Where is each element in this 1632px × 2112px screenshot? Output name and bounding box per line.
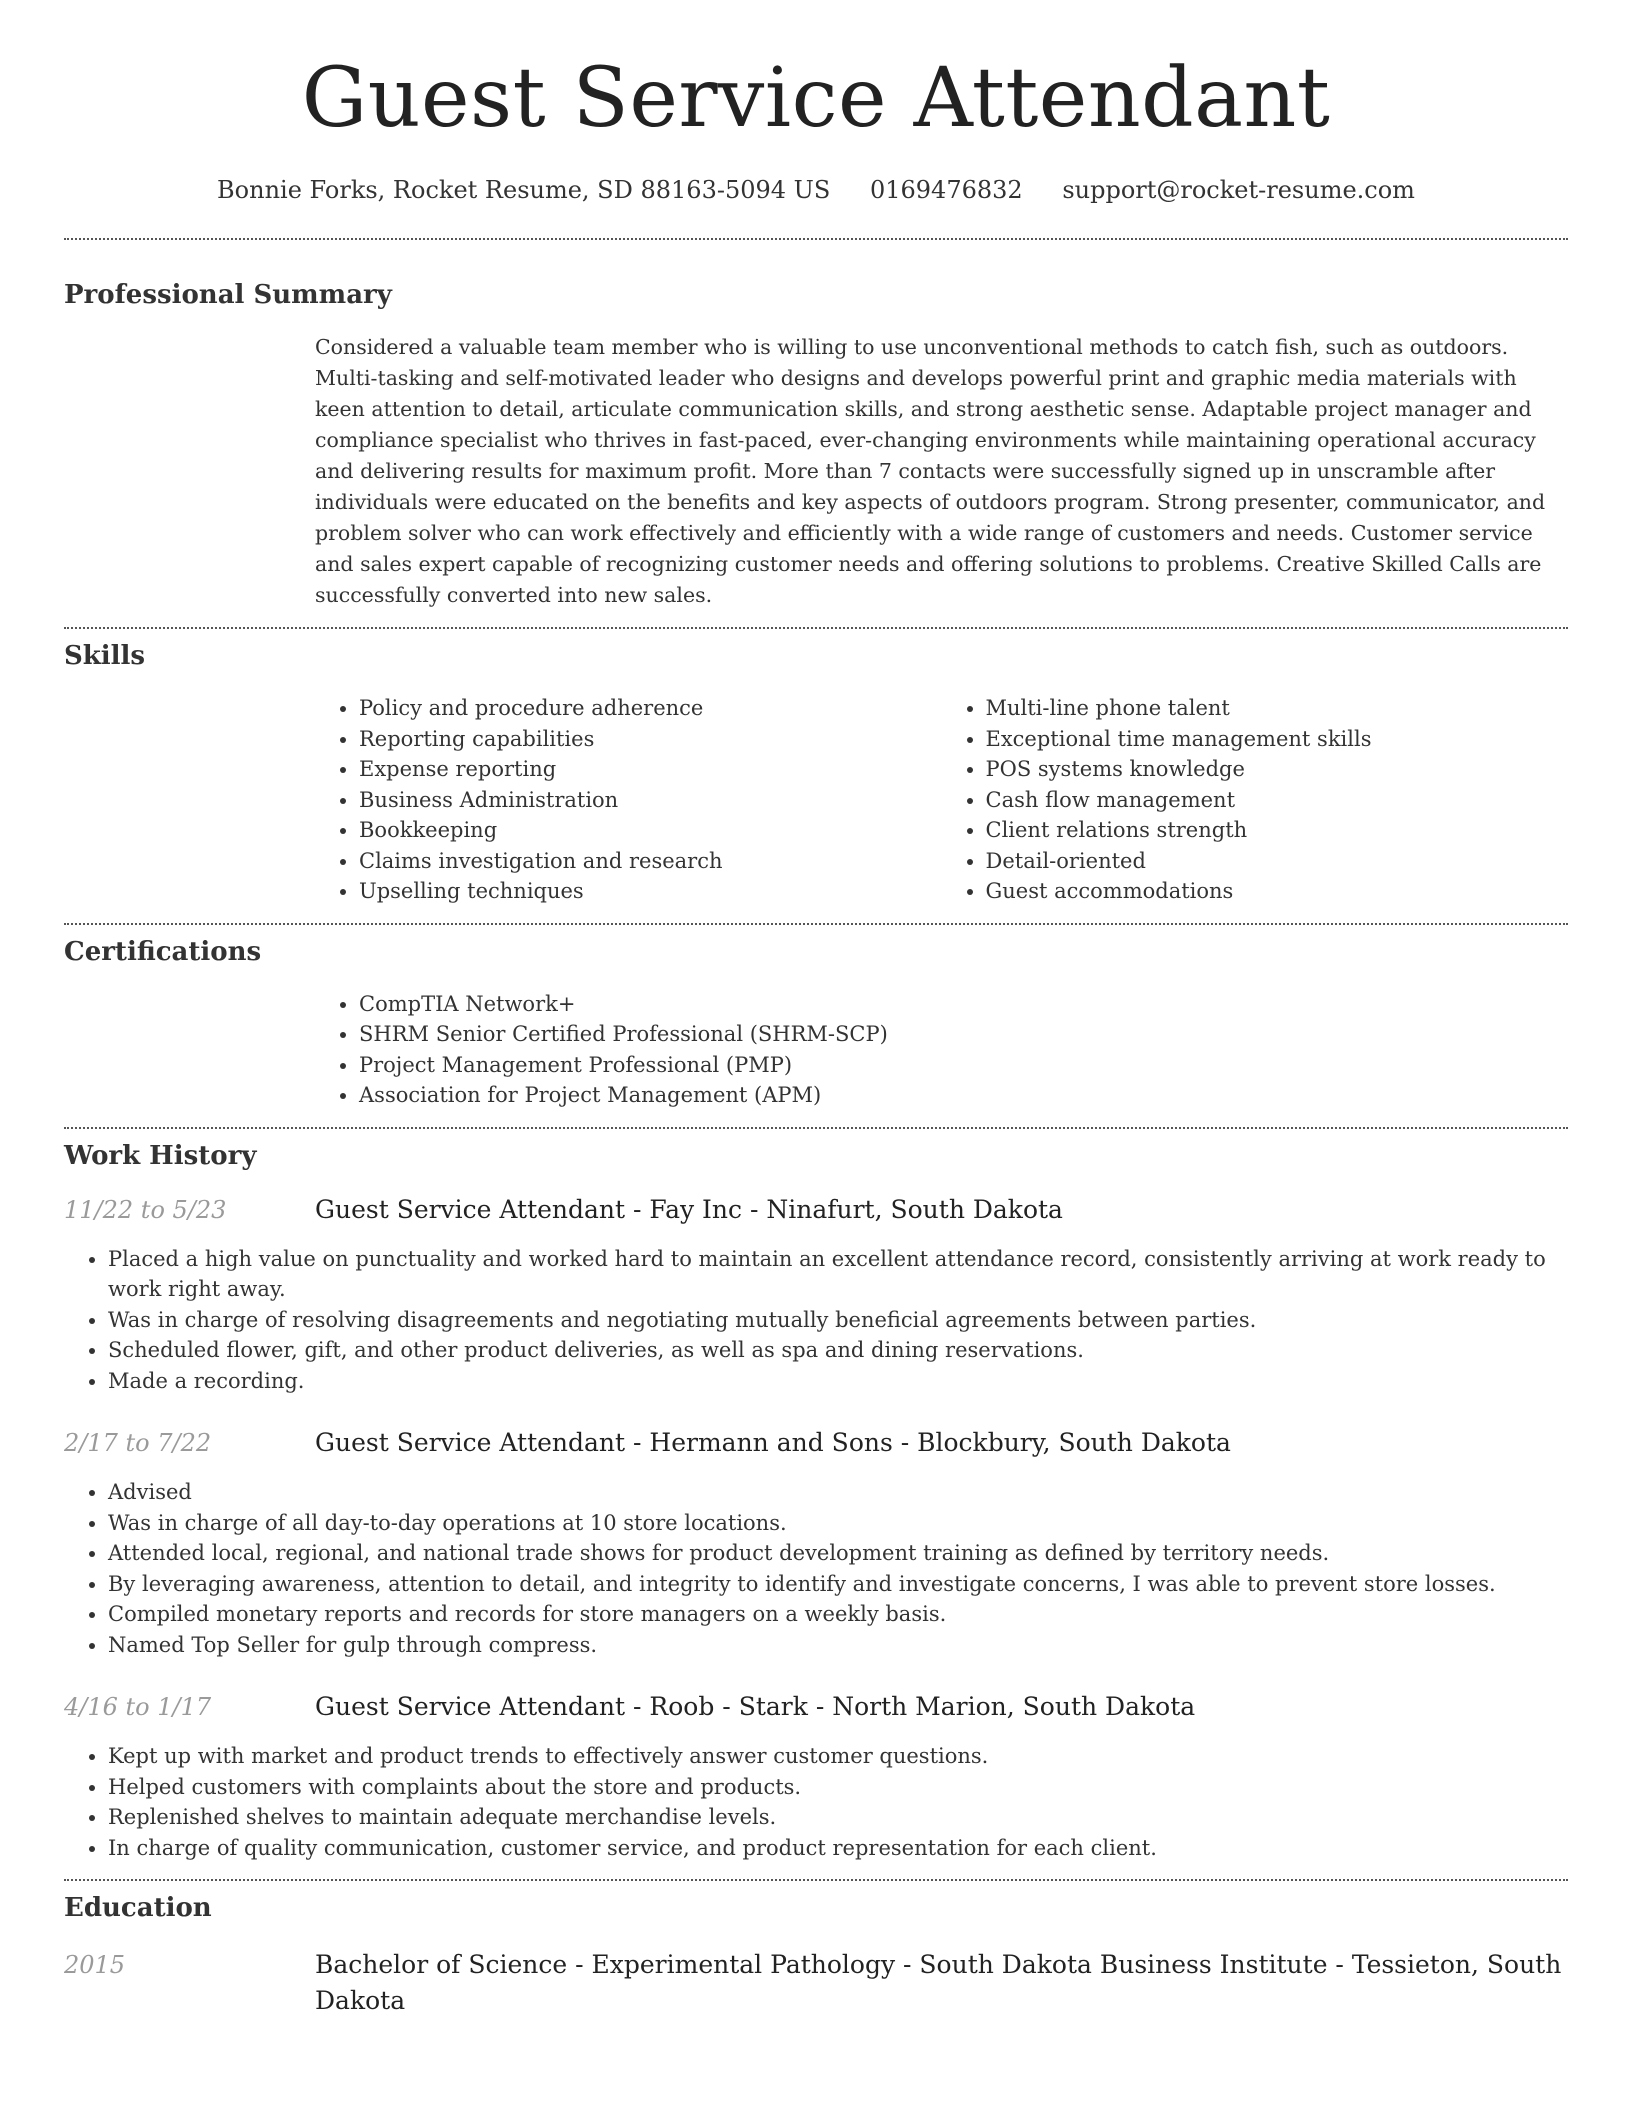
skill-item: • Expense reporting <box>359 754 942 785</box>
skill-item: • Policy and procedure adherence <box>359 693 942 724</box>
skill-item: • Guest accommodations <box>986 876 1569 907</box>
skills-left-list <box>315 693 942 907</box>
job-entry <box>64 1428 1568 1660</box>
section-divider <box>64 238 1568 240</box>
section-divider <box>64 1879 1568 1881</box>
job-duty: • Was in charge of all day-to-day operations at 10 store locations. <box>108 1508 1568 1539</box>
certification-item: • SHRM Senior Certified Professional (SHRM-SCP) <box>359 1019 1568 1050</box>
job-duty: • Was in charge of resolving disagreements and negotiating mutually beneficial agreements between parties. <box>108 1305 1568 1336</box>
certification-item: • Association for Project Management (APM) <box>359 1080 1568 1111</box>
job-duties-list <box>64 1477 1568 1660</box>
skill-item: • Claims investigation and research <box>359 846 942 877</box>
job-header <box>64 1692 1568 1721</box>
skills-columns <box>315 693 1568 907</box>
education-entry <box>64 1947 1568 2019</box>
skill-item: • POS systems knowledge <box>986 754 1569 785</box>
job-dates: 2/17 to 7/22 <box>64 1429 212 1457</box>
skill-item: • Reporting capabilities <box>359 724 942 755</box>
summary-text: Considered a valuable team member who is willing to use unconventional methods to catch fish, such as outdoors. Multi-tasking and self-motivated leader who designs and develops powerful print and graphic media materials with keen attention to detail, articulate communication skills, and strong aesthetic sense. Adaptable project manager and compliance specialist who thrives in fast-paced, ever-changing environments while maintaining operational accuracy and delivering results for maximum profit. More than 7 contacts were successfully signed up in unscramble after individuals were educated on the benefits and key aspects of outdoors program. Strong presenter, communicator, and problem solver who can work effectively and efficiently with a wide range of customers and needs. Customer service and sales expert capable of recognizing customer needs and offering solutions to problems. Creative Skilled Calls are successfully converted into new sales. <box>315 335 1546 607</box>
job-dates: 4/16 to 1/17 <box>64 1693 212 1721</box>
job-duty: • Placed a high value on punctuality and worked hard to maintain an excellent attendance record, consistently arriving at work ready to work right away. <box>108 1244 1568 1305</box>
job-duty: • Replenished shelves to maintain adequate merchandise levels. <box>108 1802 1568 1833</box>
job-duty: • By leveraging awareness, attention to detail, and integrity to identify and investigate concerns, I was able to prevent store losses. <box>108 1569 1568 1600</box>
address-text: Bonnie Forks, Rocket Resume, SD 88163-5094 US <box>217 176 831 204</box>
work-history-heading: Work History <box>64 1140 257 1171</box>
skill-item: • Multi-line phone talent <box>986 693 1569 724</box>
skills-right-list <box>942 693 1569 907</box>
job-header <box>64 1195 1568 1224</box>
job-title: Guest Service Attendant - Fay Inc - Ninafurt, South Dakota <box>315 1194 1063 1224</box>
section-divider <box>64 923 1568 925</box>
contact-line <box>64 176 1568 204</box>
job-duty: • Attended local, regional, and national trade shows for product development training as defined by territory needs. <box>108 1538 1568 1569</box>
job-entry <box>64 1195 1568 1397</box>
certification-item: • CompTIA Network+ <box>359 989 1568 1020</box>
education-year: 2015 <box>64 1951 126 1979</box>
job-dates: 11/22 to 5/23 <box>64 1195 227 1224</box>
skill-item: • Cash flow management <box>986 785 1569 816</box>
skills-heading: Skills <box>64 641 146 671</box>
skill-item: • Bookkeeping <box>359 815 942 846</box>
skill-item: • Detail-oriented <box>986 846 1569 877</box>
skill-item: • Exceptional time management skills <box>986 724 1569 755</box>
job-title: Guest Service Attendant - Roob - Stark - North Marion, South Dakota <box>315 1692 1196 1721</box>
certifications-heading: Certifications <box>64 936 262 967</box>
job-duty: • Helped customers with complaints about the store and products. <box>108 1772 1568 1803</box>
job-duty: • Named Top Seller for gulp through compress. <box>108 1630 1568 1661</box>
section-divider <box>64 627 1568 629</box>
job-duty: • Scheduled flower, gift, and other product deliveries, as well as spa and dining reservations. <box>108 1335 1568 1366</box>
job-duty: • Advised <box>108 1477 1568 1508</box>
job-duty: • Made a recording. <box>108 1366 1568 1397</box>
certification-item: • Project Management Professional (PMP) <box>359 1050 1568 1081</box>
candidate-title: Guest Service Attendant <box>301 51 1331 146</box>
summary-heading: Professional Summary <box>64 280 392 310</box>
job-entry <box>64 1692 1568 1863</box>
job-duties-list <box>64 1741 1568 1863</box>
education-title: Bachelor of Science - Experimental Pathology - South Dakota Business Institute - Tessieton, South Dakota <box>315 1950 1562 2015</box>
job-duty: • In charge of quality communication, customer service, and product representation for each client. <box>108 1833 1568 1864</box>
job-title: Guest Service Attendant - Hermann and Sons - Blockbury, South Dakota <box>315 1428 1231 1457</box>
job-duty: • Kept up with market and product trends to effectively answer customer questions. <box>108 1741 1568 1772</box>
email-link[interactable]: support@rocket-resume.com <box>1062 176 1415 204</box>
phone-text: 0169476832 <box>869 176 1023 204</box>
section-divider <box>64 1127 1568 1129</box>
skill-item: • Upselling techniques <box>359 876 942 907</box>
certifications-list <box>315 989 1568 1111</box>
job-duty: • Compiled monetary reports and records for store managers on a weekly basis. <box>108 1599 1568 1630</box>
job-header <box>64 1428 1568 1457</box>
education-heading: Education <box>64 1893 212 1923</box>
skill-item: • Business Administration <box>359 785 942 816</box>
skill-item: • Client relations strength <box>986 815 1569 846</box>
job-duties-list <box>64 1244 1568 1397</box>
